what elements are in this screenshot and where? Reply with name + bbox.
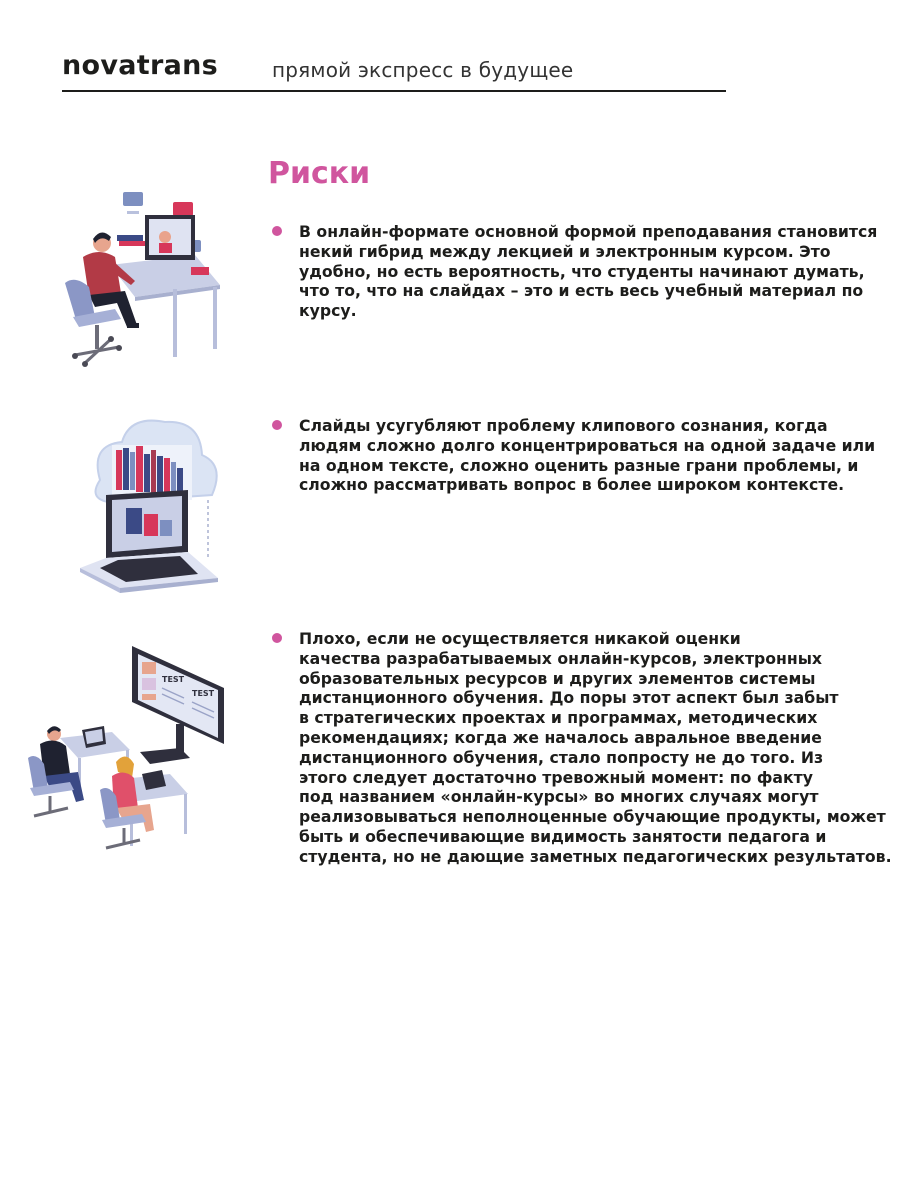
bullet-icon [272,420,282,430]
list-item-text: Слайды усугубляют проблему клипового сознания, когда людям сложно долго концентрироваться на одной задаче или на одном тексте, сложно оценить разные грани проблемы, и сложно рассматривать вопрос в более широком контексте. [299,416,876,495]
screen-label-b: TEST [192,689,215,698]
brand-tagline: прямой экспресс в будущее [272,58,574,82]
brand-logo: novatrans [62,50,219,81]
header-divider [62,90,726,92]
list-item-text: В онлайн-формате основной формой преподавания становится некий гибрид между лекцией и электронным курсом. Это удобно, но есть вероятность, что студенты начинают думать, что то, что на слайдах – это и есть весь учебный материал по курсу. [299,222,878,321]
section-title: Риски [268,156,371,191]
screen-label-a: TEST [162,675,185,684]
list-item [272,222,892,321]
bullet-icon [272,633,282,643]
bullet-icon [272,226,282,236]
list-item-text: Плохо, если не осуществляется никакой оценки качества разрабатываемых онлайн-курсов, электронных образовательных ресурсов и других элементов системы дистанционного обучения. До поры этот аспект был забыт в стратегических проектах и программах, методических рекомендациях; когда же началось авральное введение дистанционного обучения, стало попросту не до того. Из этого следует достаточно тревожный момент: по факту под названием «онлайн-курсы» во многих случаях могут реализовываться неполноценные обучающие продукты, может быть и обеспечивающие видимость занятости педагога и студента, но не дающие заметных педагогических результатов. [299,629,892,866]
list-item [272,416,892,495]
list-item [272,629,892,867]
cloud-library-laptop-illustration [60,410,225,595]
online-classroom-illustration [20,640,230,860]
video-call-desk-illustration [55,185,225,380]
page-header [62,50,726,94]
